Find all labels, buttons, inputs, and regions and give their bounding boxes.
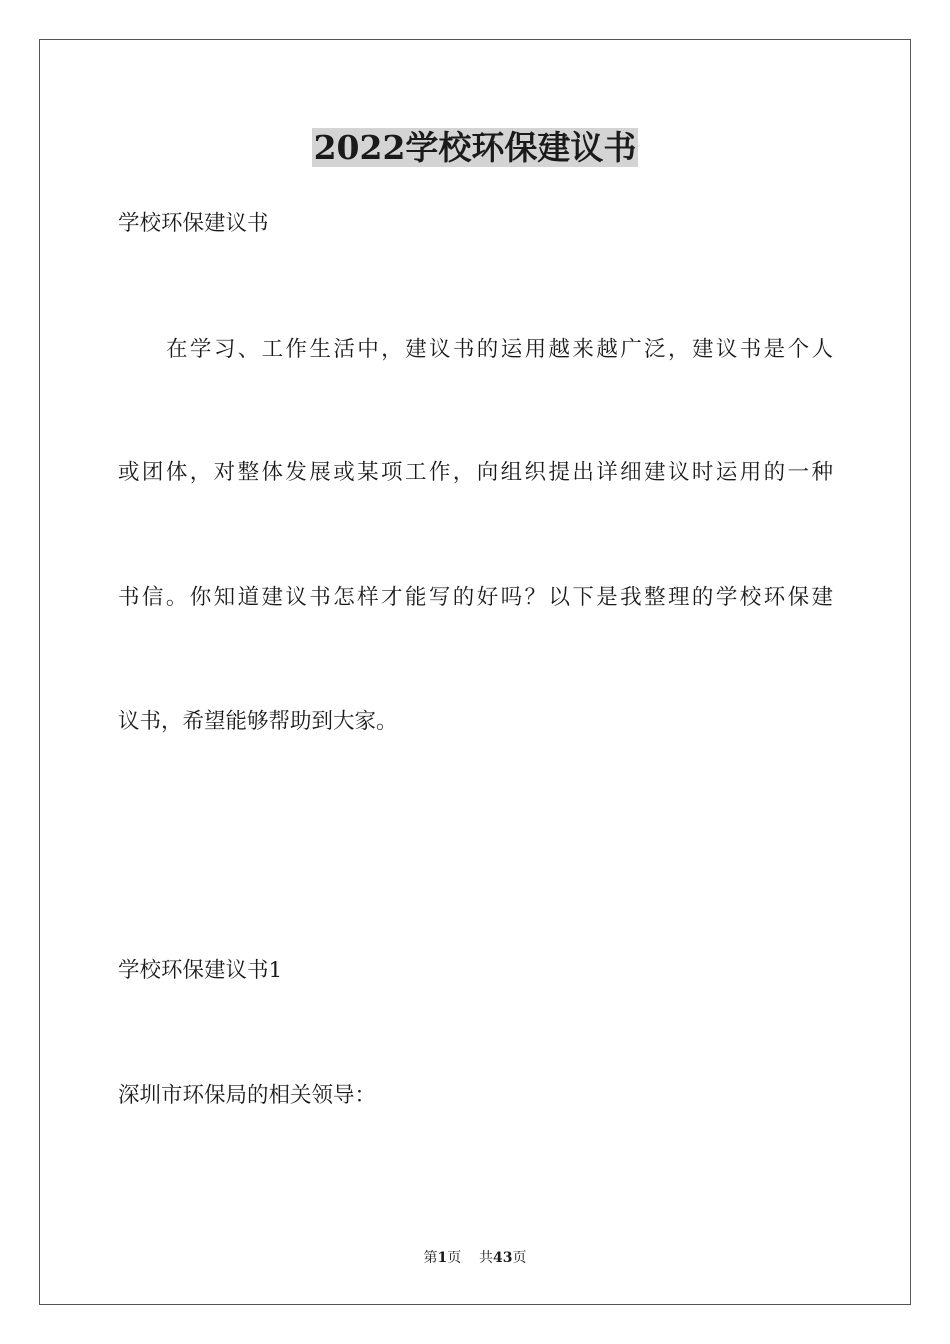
salutation: 深圳市环保局的相关领导：: [118, 1083, 377, 1108]
footer-total-pages: 43: [493, 1250, 513, 1266]
intro-line-4: 议书，希望能够帮助到大家。: [118, 709, 398, 734]
footer-page-number: 1: [437, 1250, 448, 1266]
footer-total-unit: 页: [512, 1250, 527, 1266]
footer-prefix: 第: [423, 1250, 438, 1266]
intro-line-3: 书信。你知道建议书怎样才能写的好吗？以下是我整理的学校环保建: [118, 585, 833, 610]
intro-line-2: 或团体，对整体发展或某项工作，向组织提出详细建议时运用的一种: [118, 460, 833, 485]
section-heading: 学校环保建议书1: [118, 958, 283, 983]
document-title-text: 2022学校环保建议书: [313, 128, 637, 167]
page-footer: [0, 1248, 950, 1268]
document-subtitle: 学校环保建议书: [118, 211, 269, 236]
document-title: [0, 126, 950, 170]
intro-line-1: 在学习、工作生活中，建议书的运用越来越广泛，建议书是个人: [166, 337, 833, 362]
footer-page-unit: 页: [447, 1250, 462, 1266]
footer-total-prefix: 共: [479, 1250, 494, 1266]
